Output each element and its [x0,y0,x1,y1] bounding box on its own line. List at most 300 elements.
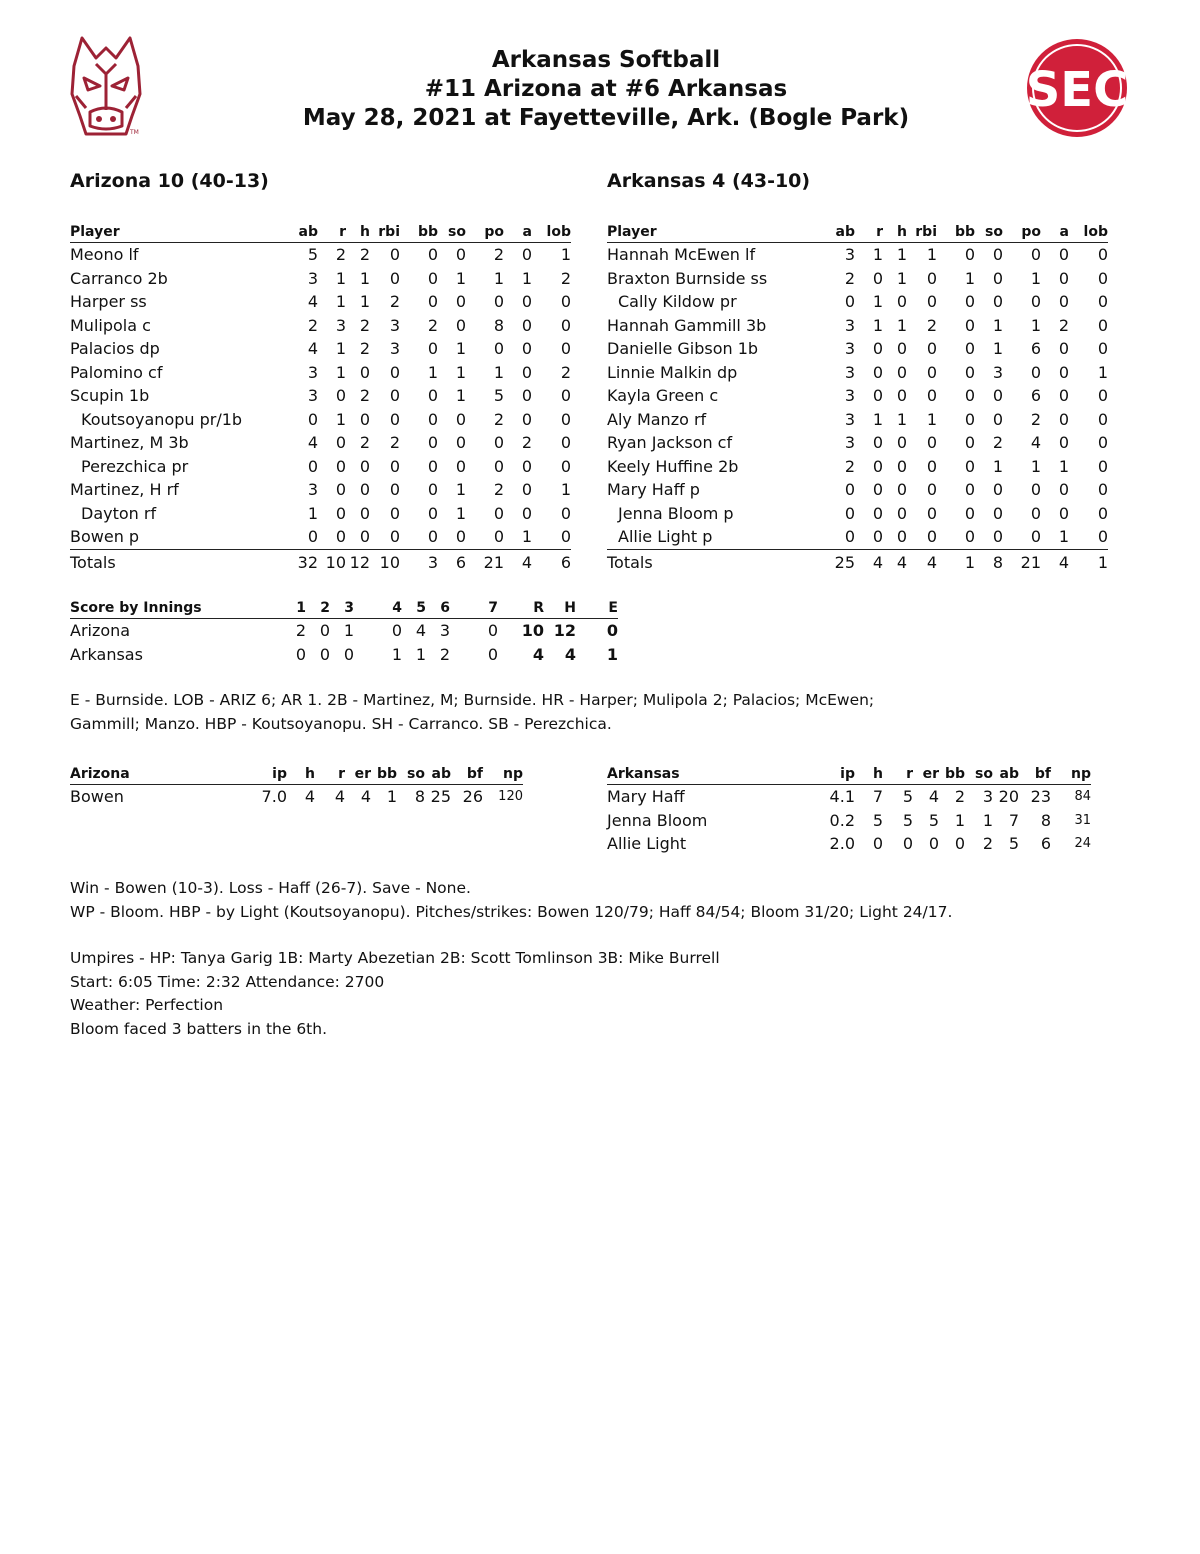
stat-cell: 0 [427,433,438,453]
stat-cell: 0 [907,525,937,549]
total-cell: 25 [834,552,855,572]
stat-cell: 1 [872,315,883,335]
stat-cell: 1 [926,409,937,429]
pitcher-name: Allie Light [607,834,687,854]
stat-cell: 0 [926,456,937,476]
stat-cell: 0 [964,409,975,429]
game-notes [70,689,874,736]
batting-column-header: rbi [370,222,400,243]
stat-cell: 1 [504,525,532,549]
pitching-stat-cell: 31 [1074,812,1091,828]
total-cell: 10 [379,552,400,572]
batter-row [607,361,1108,385]
stat-cell: 0 [455,245,466,265]
total-cell: 21 [483,552,504,572]
stat-cell: 0 [427,268,438,288]
stat-cell: 0 [335,480,346,500]
pitching-column-header: r [315,764,345,785]
stat-cell: 0 [896,480,907,500]
stat-cell: 0 [1069,525,1108,549]
stat-cell: 0 [926,268,937,288]
pitching-stat-cell: 4 [304,787,315,807]
batter-name: Meono lf [70,245,139,265]
stat-cell: 0 [1097,292,1108,312]
inning-header: 3 [330,598,354,619]
batter-name: Kayla Green c [607,386,719,406]
stat-cell: 2 [844,456,855,476]
stat-cell: 1 [455,362,466,382]
decisions-line-1: Win - Bowen (10-3). Loss - Haff (26-7). Save - None. [70,879,471,897]
total-cell: 4 [872,552,883,572]
pitching-column-header: er [345,764,371,785]
stat-cell: 0 [817,525,855,549]
inning-run-cell: 4 [415,621,426,641]
pitching-stat-cell: 7 [872,787,883,807]
stat-cell: 0 [872,362,883,382]
stat-cell: 0 [926,480,937,500]
stat-cell: 0 [521,480,532,500]
batter-name: Palacios dp [70,339,160,359]
batter-row [607,431,1108,455]
batting-column-header: h [883,222,907,243]
stat-cell: 0 [493,339,504,359]
away-team-heading: Arizona 10 (40-13) [70,170,269,192]
stat-cell: 0 [1097,433,1108,453]
pitching-stat-cell: 5 [872,810,883,830]
stat-cell: 0 [926,433,937,453]
pitching-stat-cell: 0 [902,834,913,854]
stat-cell: 0 [455,409,466,429]
stat-cell: 5 [493,386,504,406]
stat-cell: 0 [1058,386,1069,406]
pitcher-row [607,809,1091,833]
stat-cell: 2 [493,245,504,265]
total-cell: 8 [992,552,1003,572]
stat-cell: 1 [335,292,346,312]
inning-run-cell: 0 [487,621,498,641]
pitching-column-header: so [965,764,993,785]
inning-run-cell: 3 [439,621,450,641]
batter-name: Martinez, M 3b [70,433,189,453]
batter-name: Mulipola c [70,315,151,335]
pitcher-row [70,785,523,809]
stat-cell: 0 [1030,245,1041,265]
batter-row [607,502,1108,526]
batting-column-header: ab [280,222,318,243]
batting-column-header: Player [70,222,280,243]
stat-cell: 2 [521,433,532,453]
pitching-column-header: so [397,764,425,785]
stat-cell: 0 [389,362,400,382]
stat-cell: 1 [493,362,504,382]
batting-column-header: so [975,222,1003,243]
pitching-stat-cell: 3 [982,787,993,807]
stat-cell: 0 [521,362,532,382]
rhe-cell: 0 [606,621,618,641]
stat-cell: 0 [521,339,532,359]
batter-name: Jenna Bloom p [618,503,734,523]
stat-cell: 0 [992,503,1003,523]
stat-cell: 1 [992,315,1003,335]
batting-column-header: lob [532,222,571,243]
stat-cell: 0 [493,456,504,476]
notes-line-2: Gammill; Manzo. HBP - Koutsoyanopu. SH - Carranco. SB - Perezchica. [70,714,612,733]
inning-run-cell: 0 [391,621,402,641]
inning-score-row [70,619,618,643]
stat-cell: 0 [1097,245,1108,265]
batting-column-header: lob [1069,222,1108,243]
stat-cell: 1 [359,292,370,312]
stat-cell: 0 [335,386,346,406]
batter-name: Perezchica pr [81,456,189,476]
total-cell: 1 [964,552,975,572]
batter-row [607,455,1108,479]
score-by-innings-label: Score by Innings [70,598,288,619]
stat-cell: 0 [872,503,883,523]
pitching-stat-cell: 7 [1008,810,1019,830]
inning-header: H [544,598,576,619]
inning-header: 2 [306,598,330,619]
pitcher-name: Mary Haff [607,787,685,807]
stat-cell: 2 [359,433,370,453]
batter-row [70,431,571,455]
title-line-3: May 28, 2021 at Fayetteville, Ark. (Bogle Park) [302,105,910,131]
stat-cell: 1 [992,456,1003,476]
inning-run-cell: 1 [391,644,402,664]
pitching-stat-cell: 0 [872,834,883,854]
stat-cell: 4 [307,433,318,453]
stat-cell: 3 [335,315,346,335]
stat-cell: 1 [427,362,438,382]
pitching-column-header: er [913,764,939,785]
totals-row [607,549,1108,575]
stat-cell: 1 [896,315,907,335]
stat-cell: 0 [427,456,438,476]
pitching-stat-cell: 5 [902,787,913,807]
stat-cell: 0 [872,480,883,500]
pitching-stat-cell: 5 [1008,834,1019,854]
stat-cell: 2 [389,292,400,312]
pitching-stat-cell: 4.1 [829,787,855,807]
batting-column-header: a [504,222,532,243]
pitching-column-header: r [883,764,913,785]
stat-cell: 0 [992,268,1003,288]
stat-cell: 0 [560,315,571,335]
total-cell: 4 [1058,552,1069,572]
inning-score-row [70,643,618,667]
stat-cell: 3 [844,386,855,406]
stat-cell: 0 [844,292,855,312]
batter-row [70,384,571,408]
pitching-stat-cell: 0 [954,834,965,854]
umpires: Umpires - HP: Tanya Garig 1B: Marty Abezetian 2B: Scott Tomlinson 3B: Mike Burrell [70,949,720,967]
inning-header: 6 [426,598,450,619]
stat-cell: 0 [883,525,907,549]
stat-cell: 1 [455,268,466,288]
stat-cell: 0 [964,339,975,359]
batter-row [607,290,1108,314]
pitching-stat-cell: 26 [462,787,483,807]
stat-cell: 0 [992,245,1003,265]
pitching-stat-cell: 5 [902,810,913,830]
stat-cell: 0 [521,456,532,476]
stat-cell: 0 [1097,315,1108,335]
stat-cell: 1 [896,409,907,429]
batter-name: Harper ss [70,292,147,312]
stat-cell: 0 [455,456,466,476]
stat-cell: 0 [466,525,504,549]
total-cell: 6 [560,552,571,572]
stat-cell: 1 [872,409,883,429]
stat-cell: 0 [872,433,883,453]
pitching-stat-cell: 5 [928,810,939,830]
stat-cell: 0 [964,362,975,382]
stat-cell: 0 [280,525,318,549]
stat-cell: 0 [560,503,571,523]
total-cell: 4 [896,552,907,572]
stat-cell: 1 [493,268,504,288]
stat-cell: 0 [427,386,438,406]
stat-cell: 0 [455,292,466,312]
stat-cell: 0 [896,292,907,312]
stat-cell: 0 [560,456,571,476]
stat-cell: 0 [389,245,400,265]
pitching-stat-cell: 2.0 [829,834,855,854]
stat-cell: 1 [560,245,571,265]
batter-row [607,478,1108,502]
pitching-column-header: np [1051,764,1091,785]
batter-name: Cally Kildow pr [618,292,737,312]
batter-name: Keely Huffine 2b [607,456,739,476]
stat-cell: 0 [427,339,438,359]
stat-cell: 0 [389,386,400,406]
stat-cell: 1 [1030,456,1041,476]
batter-name: Mary Haff p [607,480,700,500]
stat-cell: 3 [844,315,855,335]
stat-cell: 1 [896,245,907,265]
stat-cell: 0 [872,268,883,288]
stat-cell: 2 [335,245,346,265]
stat-cell: 0 [335,503,346,523]
stat-cell: 0 [427,245,438,265]
stat-cell: 3 [389,315,400,335]
pitching-column-header: ip [235,764,287,785]
totals-label: Totals [607,552,653,572]
stat-cell: 4 [1030,433,1041,453]
stat-cell: 3 [844,245,855,265]
stat-cell: 4 [307,339,318,359]
stat-cell: 3 [307,268,318,288]
stat-cell: 0 [844,480,855,500]
pitching-column-header: np [483,764,523,785]
stat-cell: 2 [359,245,370,265]
stat-cell: 3 [844,433,855,453]
rhe-cell: 4 [532,644,544,664]
batter-row [607,525,1108,549]
stat-cell: 1 [335,268,346,288]
rhe-cell: 10 [521,621,544,641]
rhe-cell: 4 [564,644,576,664]
inning-header: 7 [450,598,498,619]
inning-header: 1 [288,598,306,619]
stat-cell: 4 [307,292,318,312]
stat-cell: 0 [359,503,370,523]
stat-cell: 1 [455,503,466,523]
stat-cell: 1 [1058,456,1069,476]
pitcher-row [607,785,1091,809]
stat-cell: 0 [359,456,370,476]
pitching-stat-cell: 6 [1040,834,1051,854]
decisions [70,877,952,924]
stat-cell: 0 [992,409,1003,429]
batter-name: Bowen p [70,525,280,549]
stat-cell: 0 [896,362,907,382]
pitching-stat-cell: 20 [998,787,1019,807]
rhe-cell: 12 [553,621,576,641]
batter-name: Carranco 2b [70,268,168,288]
batter-row [70,478,571,502]
batter-name: Dayton rf [81,503,157,523]
total-cell: 4 [926,552,937,572]
stat-cell: 2 [359,315,370,335]
stat-cell: 0 [427,409,438,429]
stat-cell: 1 [1030,268,1041,288]
stat-cell: 0 [964,433,975,453]
stat-cell: 2 [359,386,370,406]
stat-cell: 0 [1058,268,1069,288]
stat-cell: 0 [992,480,1003,500]
inning-run-cell: 0 [319,644,330,664]
stat-cell: 0 [389,268,400,288]
pitching-team-header: Arkansas [607,764,803,785]
sec-logo [1024,36,1130,140]
inning-run-cell: 1 [343,621,354,641]
stat-cell: 0 [872,386,883,406]
stat-cell: 1 [896,268,907,288]
notes-line-1: E - Burnside. LOB - ARIZ 6; AR 1. 2B - Martinez, M; Burnside. HR - Harper; Mulipola 2; Palacios; McEwen; [70,691,875,709]
inning-run-cell: 2 [295,621,306,641]
start-time-attendance: Start: 6:05 Time: 2:32 Attendance: 2700 [70,972,385,991]
pitching-stat-cell: 4 [334,787,345,807]
stat-cell: 0 [346,525,370,549]
stat-cell: 0 [1097,386,1108,406]
total-cell: 6 [455,552,466,572]
stat-cell: 0 [493,292,504,312]
stat-cell: 0 [975,525,1003,549]
pitching-stat-cell: 84 [1074,789,1091,805]
stat-cell: 5 [307,245,318,265]
stat-cell: 0 [964,456,975,476]
pitching-column-header: bf [1019,764,1051,785]
stat-cell: 0 [1030,503,1041,523]
pitching-stat-cell: 2 [982,834,993,854]
stat-cell: 0 [1058,339,1069,359]
stat-cell: 1 [1097,362,1108,382]
stat-cell: 3 [844,362,855,382]
pitching-column-header: ab [993,764,1019,785]
pitching-column-header: h [855,764,883,785]
stat-cell: 1 [307,503,318,523]
stat-cell: 2 [389,433,400,453]
stat-cell: 0 [389,456,400,476]
stat-cell: 0 [370,525,400,549]
stat-cell: 0 [521,503,532,523]
trademark-mark: TM [130,129,139,136]
stat-cell: 2 [1058,315,1069,335]
stat-cell: 2 [926,315,937,335]
stat-cell: 2 [493,409,504,429]
totals-label: Totals [70,552,116,572]
home-pitching-table [607,764,1091,856]
stat-cell: 0 [896,339,907,359]
title-line-2: #11 Arizona at #6 Arkansas [424,76,788,102]
stat-cell: 1 [335,339,346,359]
batting-column-header: ab [817,222,855,243]
pitching-stat-cell: 7.0 [261,787,287,807]
batter-name: Hannah Gammill 3b [607,315,767,335]
stat-cell: 0 [455,315,466,335]
title-line-1: Arkansas Softball [491,47,721,73]
stat-cell: 0 [521,409,532,429]
stat-cell: 2 [307,315,318,335]
batter-row [70,243,571,267]
stat-cell: 0 [926,503,937,523]
stat-cell: 0 [493,433,504,453]
stat-cell: 1 [872,292,883,312]
stat-cell: 0 [1097,339,1108,359]
stat-cell: 1 [872,245,883,265]
pitcher-name: Bowen [70,787,124,807]
stat-cell: 1 [455,480,466,500]
stat-cell: 2 [560,268,571,288]
total-cell: 10 [325,552,346,572]
batter-name: Braxton Burnside ss [607,268,768,288]
stat-cell: 0 [307,456,318,476]
pitching-column-header: bf [451,764,483,785]
stat-cell: 0 [521,245,532,265]
stat-cell: 3 [844,409,855,429]
pitching-stat-cell: 0 [928,834,939,854]
batting-column-header: Player [607,222,817,243]
stat-cell: 0 [896,433,907,453]
pitching-stat-cell: 2 [954,787,965,807]
stat-cell: 0 [1003,525,1041,549]
rhe-cell: 1 [606,644,618,664]
stat-cell: 2 [560,362,571,382]
stat-cell: 0 [359,409,370,429]
home-batting-table [607,222,1108,575]
batter-row [607,267,1108,291]
inning-header: R [498,598,544,619]
stat-cell: 1 [521,268,532,288]
stat-cell: 1 [359,268,370,288]
stat-cell: 0 [335,456,346,476]
stat-cell: 1 [455,386,466,406]
stat-cell: 3 [844,339,855,359]
stat-cell: 0 [455,433,466,453]
stat-cell: 1 [1041,525,1069,549]
inning-header: 5 [402,598,426,619]
stat-cell: 0 [427,480,438,500]
totals-row [70,549,571,575]
stat-cell: 0 [844,503,855,523]
batter-row [607,337,1108,361]
pitcher-name: Jenna Bloom [607,810,708,830]
stat-cell: 0 [964,503,975,523]
pitching-stat-cell: 8 [414,787,425,807]
batter-row [607,243,1108,267]
home-team-heading: Arkansas 4 (43-10) [607,170,811,192]
